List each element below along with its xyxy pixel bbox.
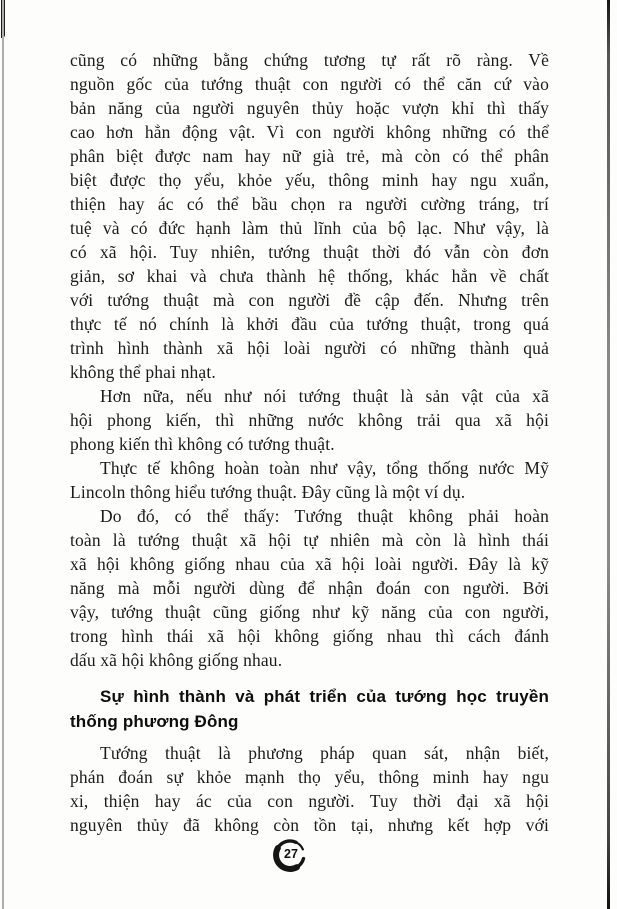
heading-line: Sự hình thành và phát triển của tướng học truyền — [100, 687, 549, 706]
text-line: Thực tế không hoàn toàn như vậy, tổng thống nước Mỹ — [100, 458, 549, 478]
text-line: xã hội không giống nhau của xã hội loài người. Đây là kỹ — [70, 554, 549, 574]
text-line: cũng có những bằng chứng tương tự rất rõ ràng. Về — [70, 50, 549, 70]
page-number: 27 — [284, 847, 298, 861]
text-line: phong kiến thì không có tướng thuật. — [70, 434, 335, 454]
text-line: năng mà mỗi người dùng để nhận đoán con người. Bởi — [70, 578, 549, 598]
section-heading — [70, 684, 549, 734]
text-line: nguyên thủy đã không còn tồn tại, nhưng kết hợp với — [70, 815, 549, 835]
text-line: trong hình thái xã hội không giống nhau thì cách đánh — [70, 626, 549, 646]
text-line: cao hơn hẳn động vật. Vì con người không những có thể — [70, 122, 549, 142]
text-line: giản, sơ khai và chưa thành hệ thống, khác hẳn về chất — [70, 266, 549, 286]
paragraph — [70, 456, 549, 504]
text-line: thiện hay ác có thể bầu chọn ra người cường tráng, trí — [70, 194, 549, 214]
text-line: không thể phai nhạt. — [70, 362, 216, 382]
text-line: Hơn nữa, nếu như nói tướng thuật là sản vật của xã — [100, 386, 549, 406]
scan-edge-left — [2, 0, 4, 909]
text-line: xi, thiện hay ác của con người. Tuy thời đại xã hội — [70, 791, 549, 811]
paragraph — [70, 48, 549, 384]
text-line: phán đoán sự khỏe mạnh thọ yểu, thông minh hay ngu — [70, 767, 549, 787]
page-text — [70, 48, 549, 837]
text-line: Tướng thuật là phương pháp quan sát, nhận biết, — [100, 743, 549, 763]
text-line: với tướng thuật mà con người đề cập đến. Nhưng trên — [70, 290, 549, 310]
text-line: trình hình thành xã hội loài người có những thành quả — [70, 338, 549, 358]
paragraph — [70, 384, 549, 456]
text-line: bản năng của người nguyên thủy hoặc vượn khỉ thì thấy — [70, 98, 549, 118]
text-line: phân biệt được nam hay nữ già trẻ, mà còn có thể phân — [70, 146, 549, 166]
text-line: toàn là tướng thuật xã hội tự nhiên mà còn là hình thái — [70, 530, 549, 550]
text-line: biệt được thọ yểu, khỏe yếu, thông minh hay ngu xuẩn, — [70, 170, 549, 190]
paragraph — [70, 504, 549, 672]
text-line: thực tế nó chính là khởi đầu của tướng thuật, trong quá — [70, 314, 549, 334]
text-line: vậy, tướng thuật cũng giống như kỹ năng của con người, — [70, 602, 549, 622]
heading-line: thống phương Đông — [70, 712, 239, 731]
scan-edge-right — [607, 0, 610, 909]
page-number-ornament — [271, 836, 311, 876]
text-line: tuệ và có đức hạnh làm thủ lĩnh của bộ lạc. Như vậy, là — [70, 218, 549, 238]
text-line: dấu xã hội không giống nhau. — [70, 650, 283, 670]
text-line: hội phong kiến, thì những nước không trải qua xã hội — [70, 410, 549, 430]
text-line: Lincoln thông hiểu tướng thuật. Đây cũng là một ví dụ. — [70, 482, 466, 502]
text-line: có xã hội. Tuy nhiên, tướng thuật thời đó vẫn còn đơn — [70, 242, 549, 262]
paragraph — [70, 741, 549, 837]
text-line: Do đó, có thể thấy: Tướng thuật không phải hoàn — [100, 506, 549, 526]
text-line: nguồn gốc của tướng thuật con người có thể căn cứ vào — [70, 74, 549, 94]
